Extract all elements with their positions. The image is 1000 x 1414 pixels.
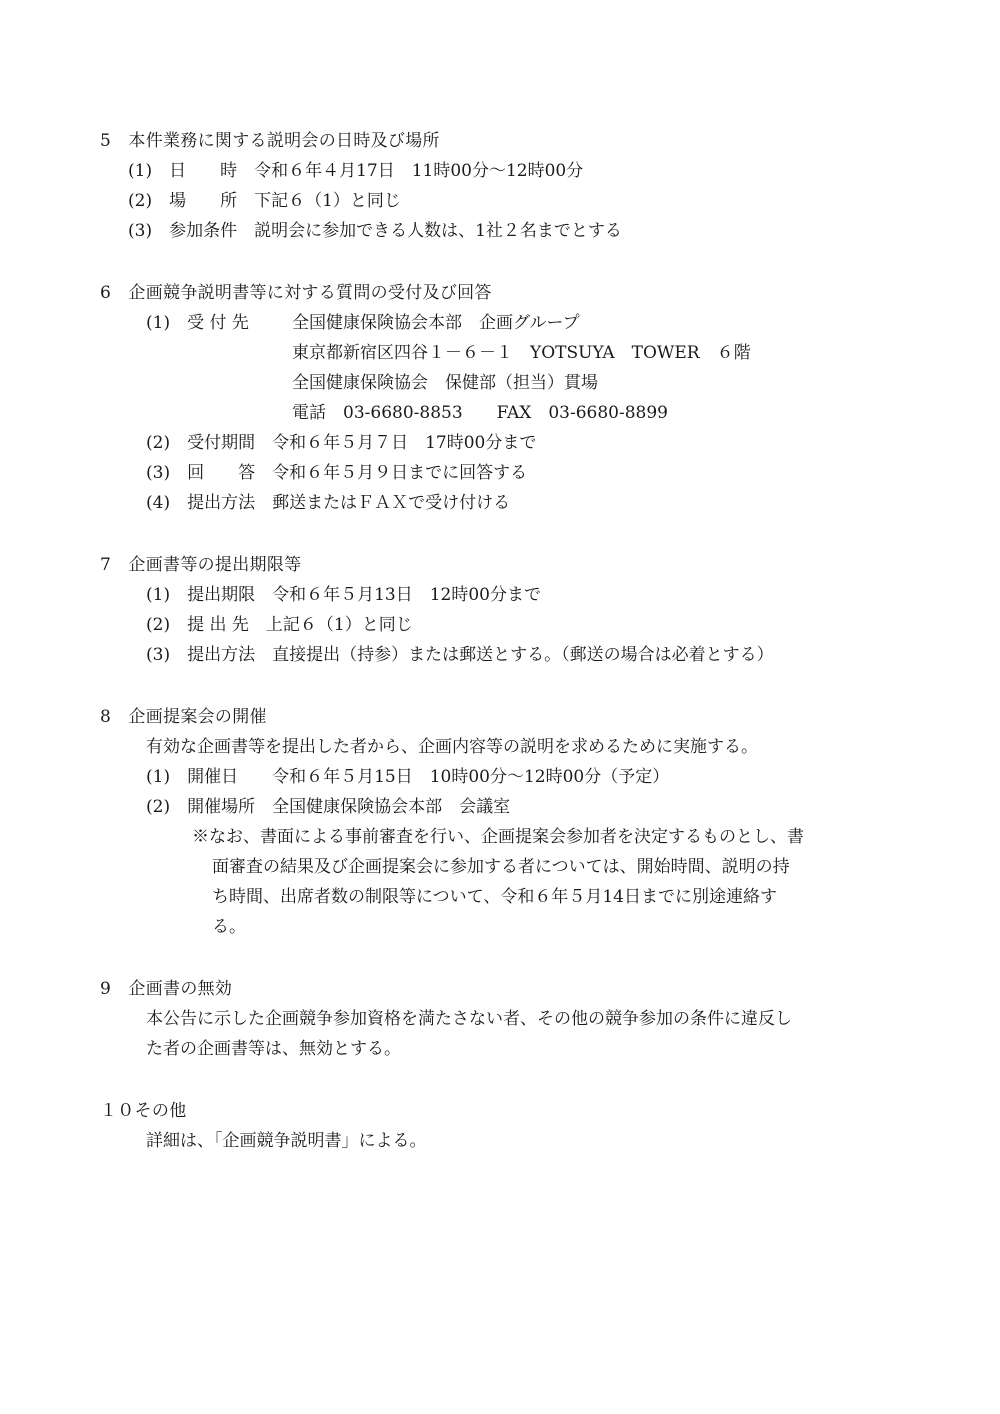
section-5-item-place: (2) 場 所 下記６（1）と同じ [128, 191, 401, 211]
section-7-heading: 7 企画書等の提出期限等 [100, 555, 302, 575]
section-8-note-line-1: ※なお、書面による事前審査を行い、企画提案会参加者を決定するものとし、書 [192, 827, 804, 847]
section-10-body: 詳細は、「企画競争説明書」による。 [146, 1131, 427, 1151]
section-8-note-line-3: ち時間、出席者数の制限等について、令和６年５月14日までに別途連絡す [212, 887, 777, 907]
section-6-item-method: (4) 提出方法 郵送またはＦＡＸで受け付ける [146, 493, 511, 513]
section-10-heading: １０その他 [100, 1101, 187, 1121]
section-6-item-period: (2) 受付期間 令和６年５月７日 17時00分まで [146, 433, 537, 453]
section-8-note-line-4: る。 [212, 917, 246, 937]
section-8-item-date: (1) 開催日 令和６年５月15日 10時00分～12時00分（予定） [146, 767, 670, 787]
section-6-receiver-phone: 電話 03-6680-8853 FAX 03-6680-8899 [292, 403, 668, 423]
section-5-item-datetime: (1) 日 時 令和６年４月17日 11時00分～12時00分 [128, 161, 584, 181]
section-6-receiver-contact: 全国健康保険協会 保健部（担当）貫場 [292, 373, 598, 393]
section-9-body-line-1: 本公告に示した企画競争参加資格を満たさない者、その他の競争参加の条件に違反し [146, 1009, 792, 1029]
section-9-heading: 9 企画書の無効 [100, 979, 233, 999]
section-6-heading: 6 企画競争説明書等に対する質問の受付及び回答 [100, 283, 492, 303]
section-7-item-destination: (2) 提 出 先 上記６（1）と同じ [146, 615, 413, 635]
section-5-heading: 5 本件業務に関する説明会の日時及び場所 [100, 131, 440, 151]
section-8-heading: 8 企画提案会の開催 [100, 707, 267, 727]
section-7-item-method: (3) 提出方法 直接提出（持参）または郵送とする。（郵送の場合は必着とする） [146, 645, 774, 665]
section-6-receiver-org: 全国健康保険協会本部 企画グループ [292, 313, 580, 333]
section-7-item-deadline: (1) 提出期限 令和６年５月13日 12時00分まで [146, 585, 541, 605]
section-8-intro: 有効な企画書等を提出した者から、企画内容等の説明を求めるために実施する。 [146, 737, 758, 757]
section-5-item-conditions: (3) 参加条件 説明会に参加できる人数は、1社２名までとする [128, 221, 622, 241]
section-8-note-line-2: 面審査の結果及び企画提案会に参加する者については、開始時間、説明の持 [212, 857, 790, 877]
section-9-body-line-2: た者の企画書等は、無効とする。 [146, 1039, 401, 1059]
section-6-item-answer: (3) 回 答 令和６年５月９日までに回答する [146, 463, 528, 483]
section-8-item-venue: (2) 開催場所 全国健康保険協会本部 会議室 [146, 797, 511, 817]
section-6-receiver-label: (1) 受 付 先 [146, 313, 249, 333]
section-6-receiver-address: 東京都新宿区四谷１－６－１ YOTSUYA TOWER ６階 [292, 343, 751, 363]
